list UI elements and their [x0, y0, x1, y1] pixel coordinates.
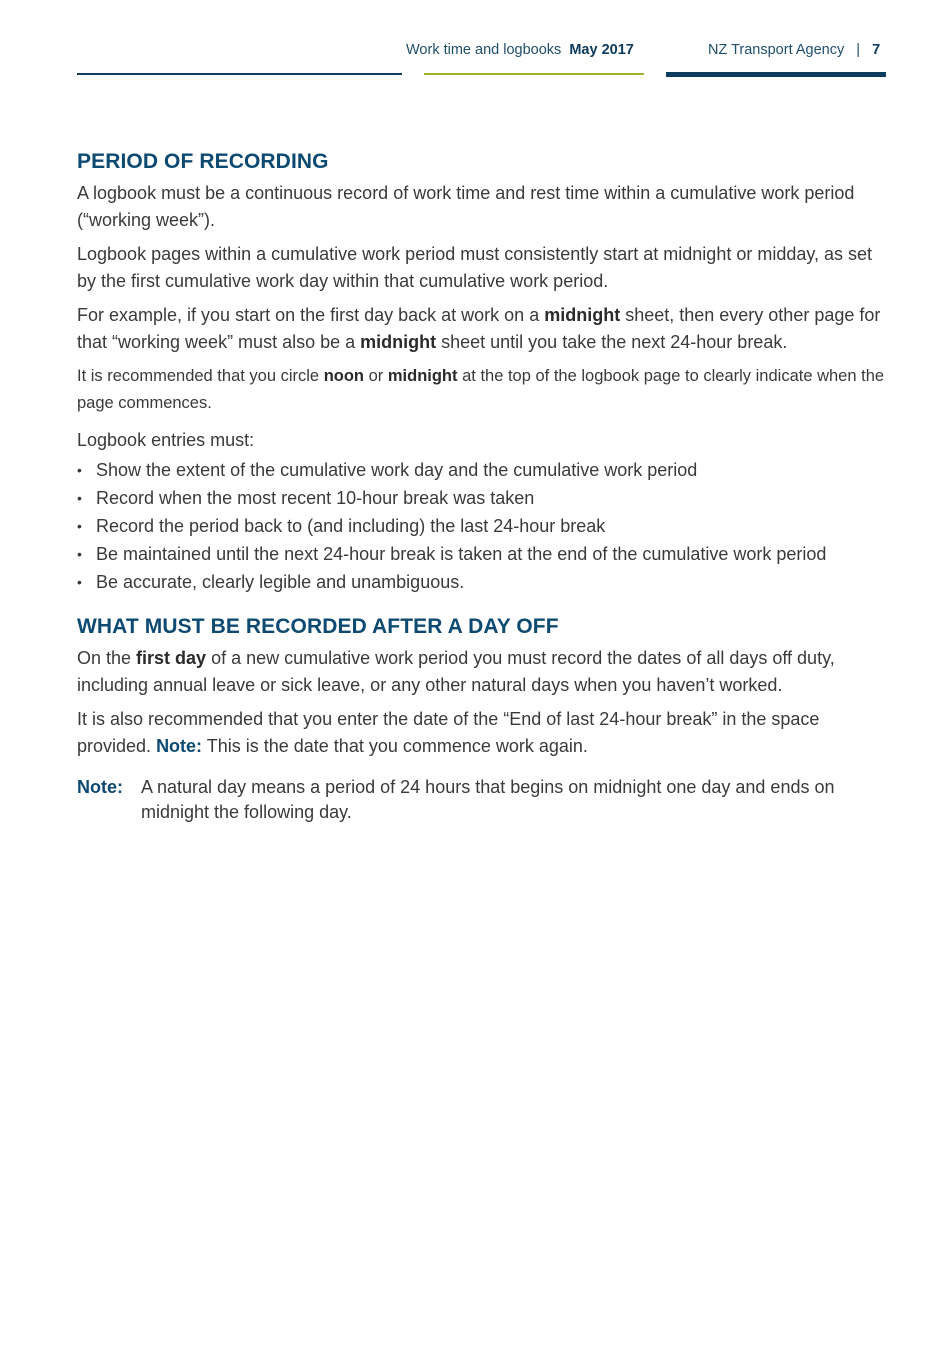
bullet-list [77, 458, 889, 595]
text-run: For example, if you start on the first day back at work on a [77, 305, 545, 325]
doc-date: May 2017 [569, 42, 634, 58]
list-intro: Logbook entries must: [77, 430, 255, 450]
section-heading-period-of-recording: PERIOD OF RECORDING [77, 150, 329, 173]
text-run: It is also recommended that you enter the date of the “End of last 24-hour break” in the space provided. [77, 709, 820, 756]
note-box [77, 775, 889, 825]
paragraph [77, 363, 889, 417]
text-run: On the [77, 648, 137, 668]
paragraph: A logbook must be a continuous record of work time and rest time within a cumulative work period (“working week”). [77, 183, 855, 230]
page-header [0, 0, 950, 80]
paragraph [77, 706, 889, 760]
bold-text: midnight [544, 305, 621, 325]
page-body [77, 150, 889, 825]
bold-text: first day [136, 648, 207, 668]
text-run: sheet, then every other page for that “working week” must also be a [77, 305, 881, 352]
text-run: at the top of the logbook page to clearly indicate when the page commences. [77, 367, 885, 412]
bold-text: noon [323, 367, 365, 385]
list-item: • Record the period back to (and including) the last 24-hour break [77, 514, 889, 539]
list-item: • Be maintained until the next 24-hour break is taken at the end of the cumulative work period [77, 542, 889, 567]
bold-text: midnight [360, 332, 437, 352]
header-rule-left [77, 73, 402, 75]
text-run: This is the date that you commence work again. [202, 736, 588, 756]
header-rule-right [666, 72, 886, 77]
text-run: or [364, 367, 388, 385]
text-run: It is recommended that you circle [77, 367, 324, 385]
list-item: • Be accurate, clearly legible and unambiguous. [77, 570, 889, 595]
paragraph: Logbook pages within a cumulative work period must consistently start at midnight or midday, as set by the first cumulative work day within that cumulative work period. [77, 244, 873, 291]
inline-note-label: Note: [156, 736, 203, 756]
header-document-title [406, 42, 634, 58]
note-text: A natural day means a period of 24 hours that begins on midnight one day and ends on midnight the following day. [141, 777, 835, 822]
section-heading-after-day-off: WHAT MUST BE RECORDED AFTER A DAY OFF [77, 615, 559, 638]
list-item: • Show the extent of the cumulative work day and the cumulative work period [77, 458, 889, 483]
doc-title: Work time and logbooks [406, 42, 562, 58]
list-item: • Record when the most recent 10-hour break was taken [77, 486, 889, 511]
paragraph [77, 645, 889, 699]
header-agency [708, 42, 880, 58]
note-label: Note: [77, 777, 123, 797]
header-rule-middle [424, 73, 644, 75]
bold-text: midnight [387, 367, 458, 385]
agency-name: NZ Transport Agency [708, 42, 845, 58]
paragraph [77, 302, 889, 356]
page-number: 7 [872, 42, 881, 58]
text-run: sheet until you take the next 24-hour break. [436, 332, 788, 352]
header-separator: | [856, 42, 861, 58]
text-run: of a new cumulative work period you must record the dates of all days off duty, including annual leave or sick leave, or any other natural days when you haven’t worked. [77, 648, 835, 695]
